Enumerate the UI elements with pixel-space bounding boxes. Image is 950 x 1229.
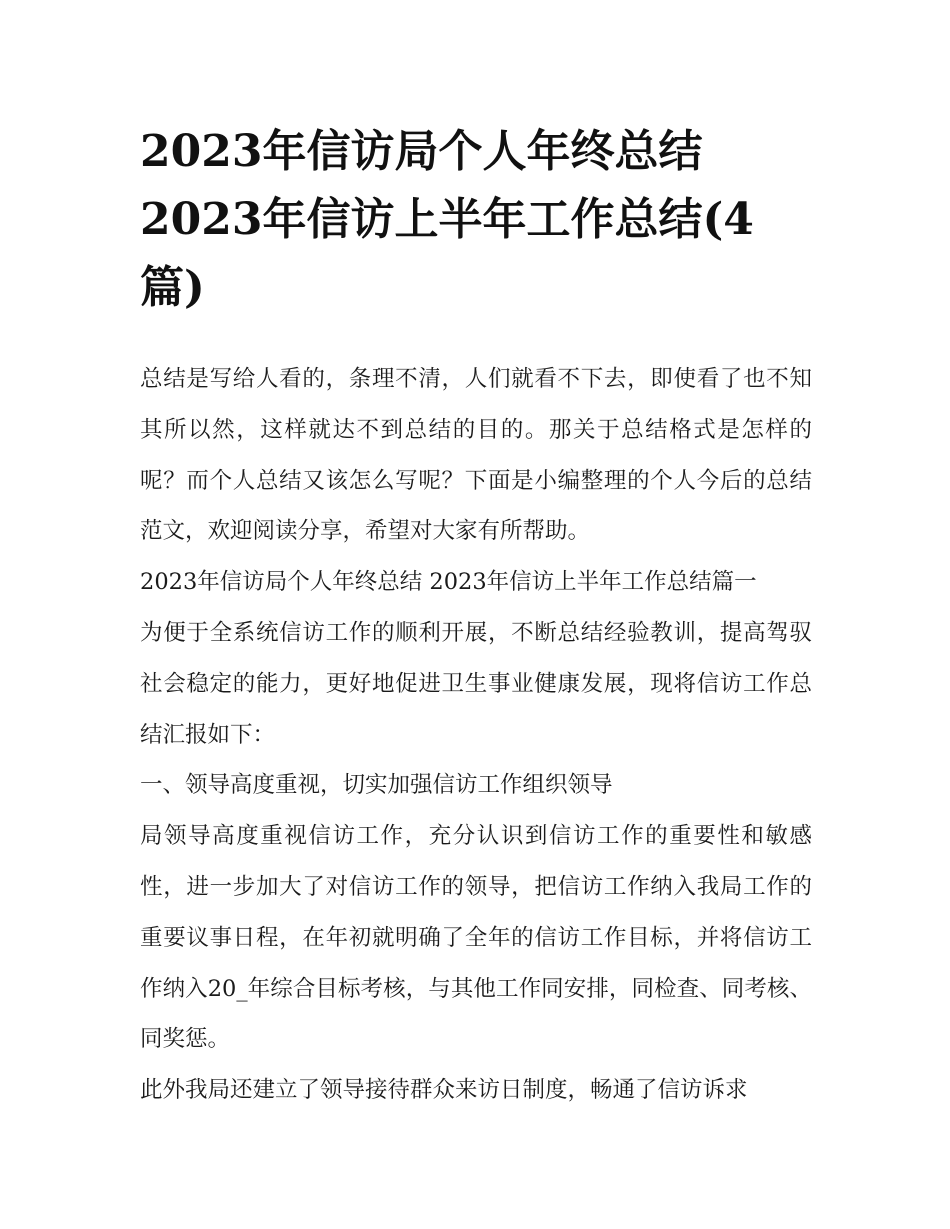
intro-paragraph: 总结是写给人看的，条理不清，人们就看不下去，即使看了也不知其所以然，这样就达不到总结的目的。那关于总结格式是怎样的呢？而个人总结又该怎么写呢？下面是小编整理的个人今后的总结范文，欢迎阅读分享，希望对大家有所帮助。	[140, 366, 812, 545]
body-paragraph: 为便于全系统信访工作的顺利开展，不断总结经验教训，提高驾驭社会稳定的能力，更好地促进卫生事业健康发展，现将信访工作总结汇报如下：	[140, 619, 812, 748]
body-paragraph: 局领导高度重视信访工作，充分认识到信访工作的重要性和敏感性，进一步加大了对信访工作的领导，把信访工作纳入我局工作的重要议事日程，在年初就明确了全年的信访工作目标，并将信访工作纳入20_年综合目标考核，与其他工作同安排，同检查、同考核、同奖惩。	[140, 823, 812, 1053]
document-body	[140, 354, 812, 1116]
body-paragraph: 此外我局还建立了领导接待群众来访日制度，畅通了信访诉求	[140, 1077, 748, 1104]
document-title: 2023年信访局个人年终总结 2023年信访上半年工作总结(4篇)	[140, 126, 754, 313]
section-heading-leadership: 一、领导高度重视，切实加强信访工作组织领导	[140, 772, 613, 799]
section-heading-part-one: 2023年信访局个人年终总结 2023年信访上半年工作总结篇一	[140, 569, 757, 596]
